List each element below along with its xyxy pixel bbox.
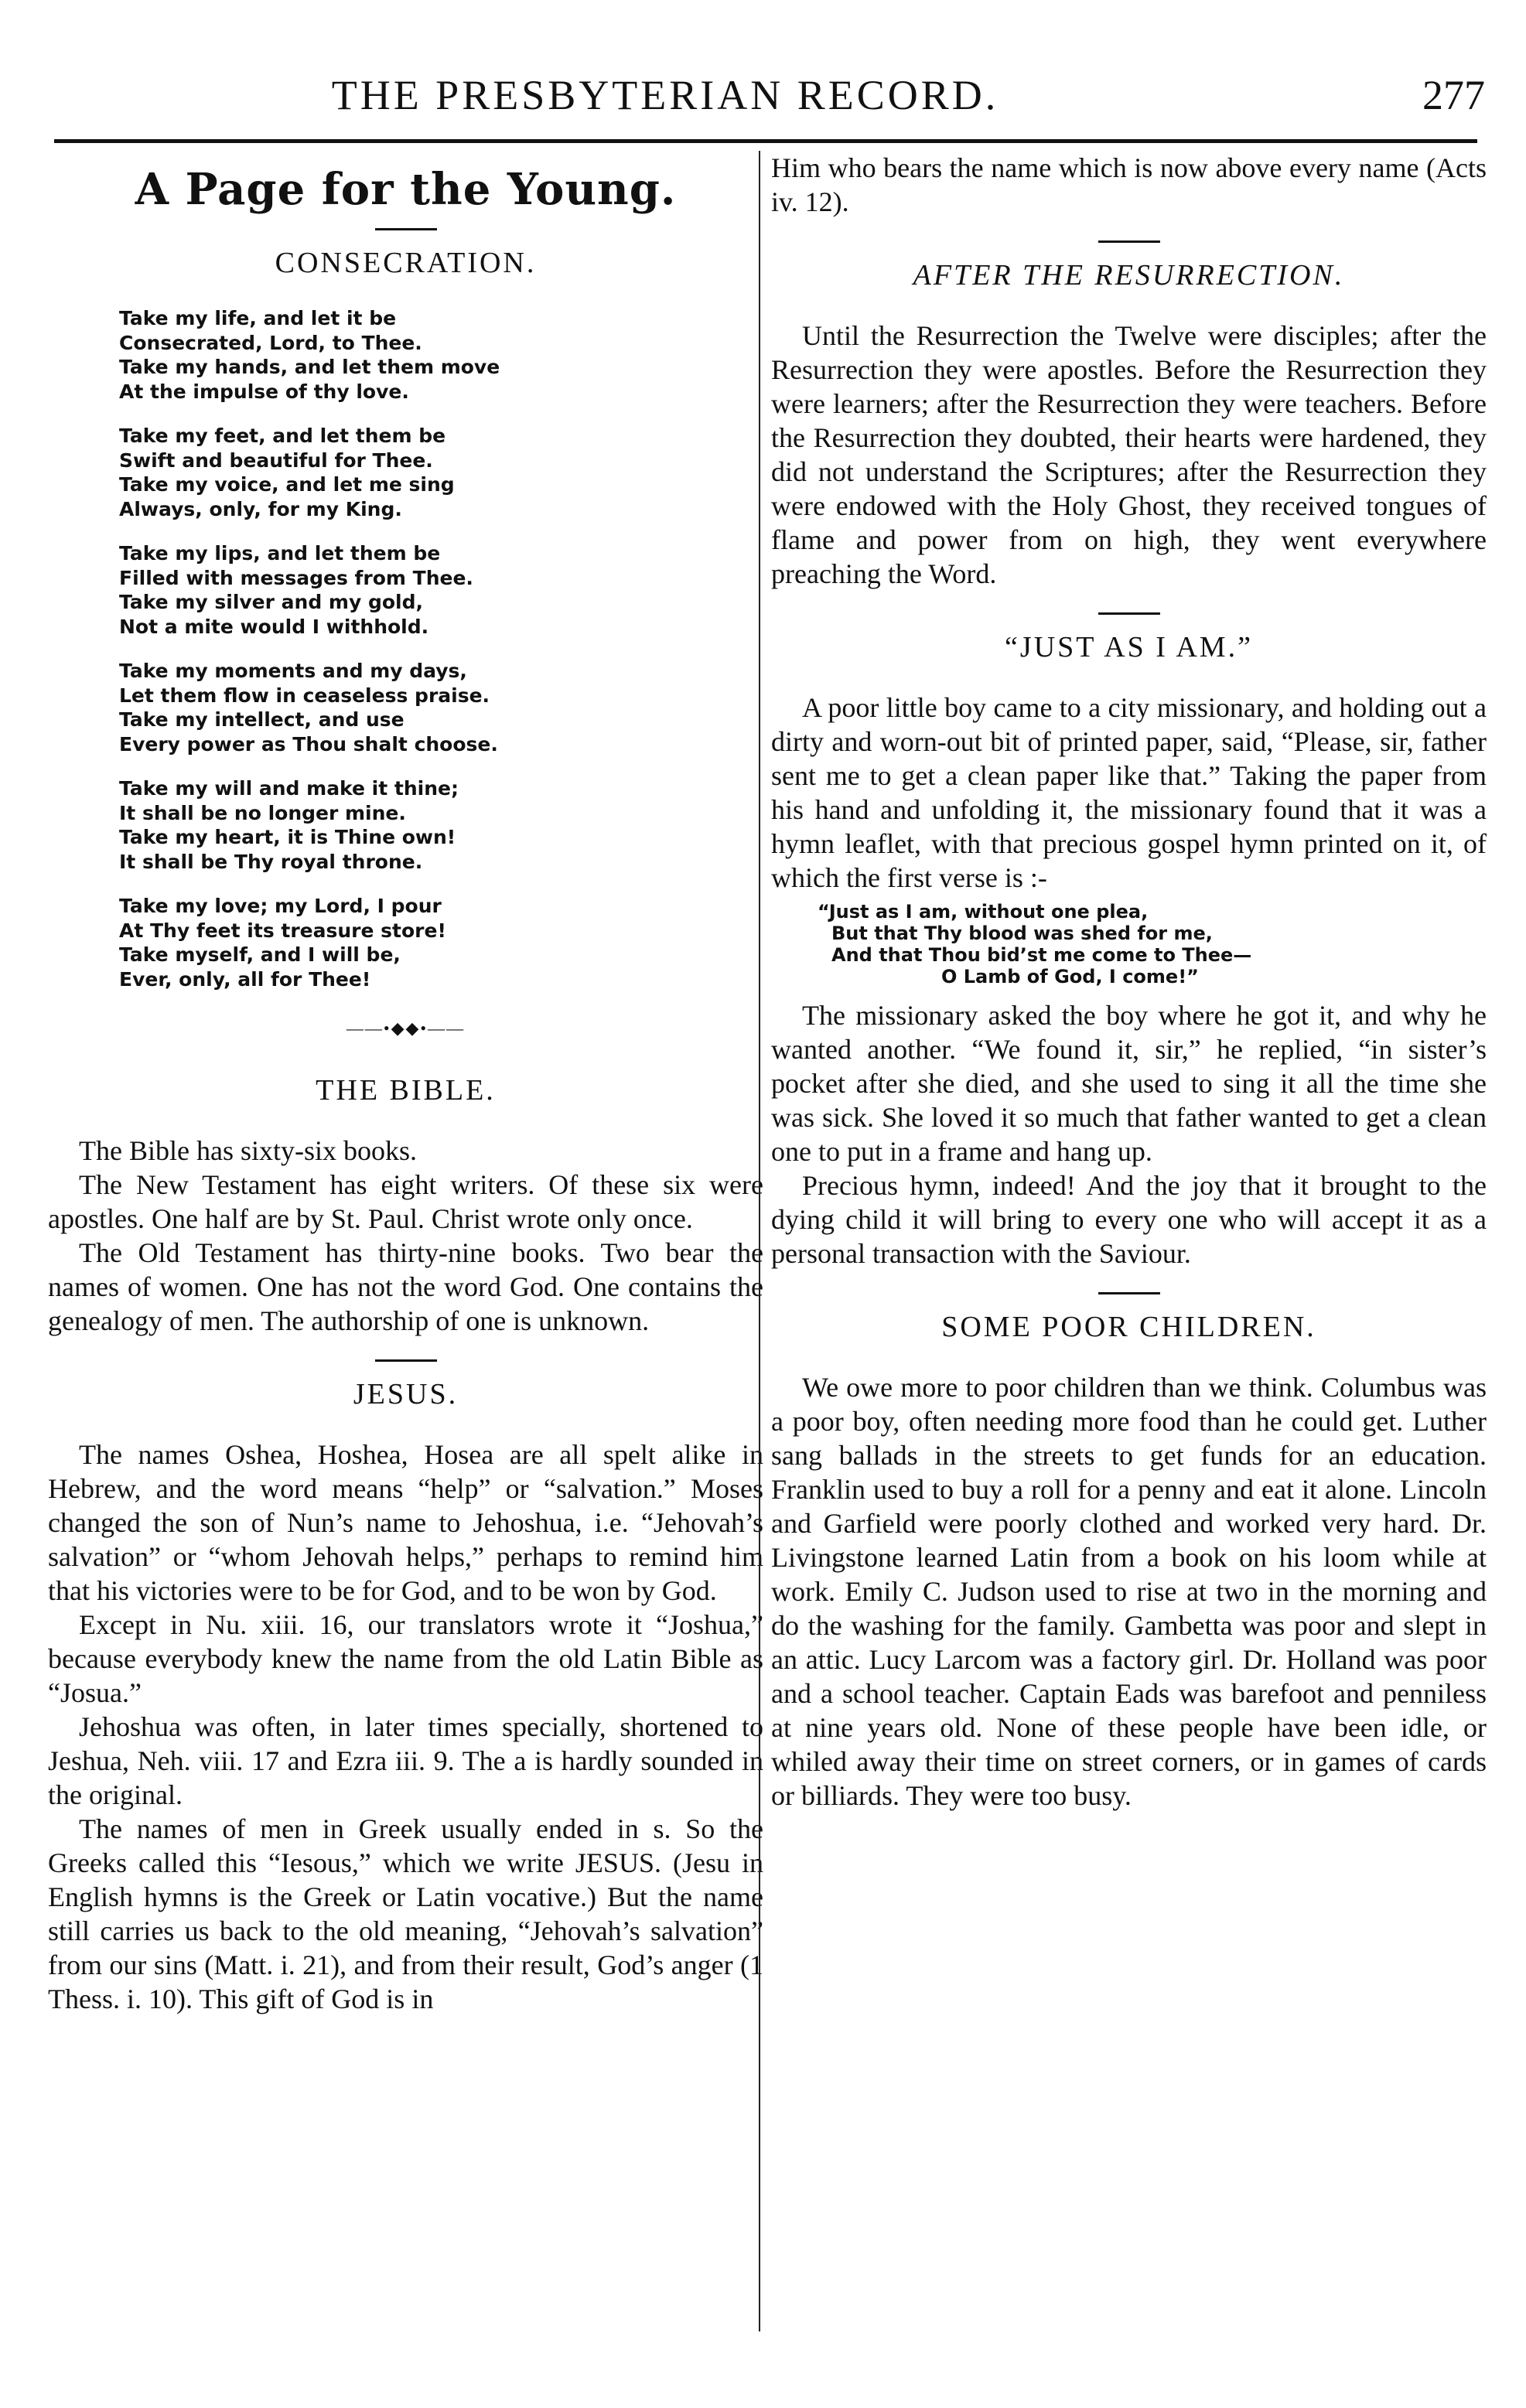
bible-paragraph: The Old Testament has thirty-nine books. Two bear the names of women. One has not the word God. One contains the genealogy of men. The authorship of one is unknown. <box>48 1237 763 1336</box>
poem-line: Take my silver and my gold, <box>119 591 424 613</box>
continued-text: Him who bears the name which is now above every name (Acts iv. 12). <box>771 152 1487 217</box>
jesus-paragraph: The names of men in Greek usually ended in s. So the Greeks called this “Iesous,” which we write JESUS. (Jesu in English hymns is the Greek or Latin vocative.) But the name still carries us back to the old meaning, “Jehovah’s salvation” from our sins (Matt. i. 21), and from their result, God’s anger (1 Thess. i. 10). This gift of God is in <box>48 1813 763 2014</box>
section-title: A Page for the Young. <box>135 164 677 215</box>
poem-line: Take my voice, and let me sing <box>119 473 455 496</box>
poem-line: Swift and beautiful for Thee. <box>119 449 433 472</box>
bible-paragraph: The New Testament has eight writers. Of these six were apostles. One half are by St. Paul. Christ wrote only once. <box>48 1169 763 1234</box>
consecration-poem <box>119 306 763 991</box>
divider-rule <box>375 228 437 230</box>
just-as-i-am-heading: “JUST AS I AM.” <box>1005 631 1253 663</box>
just-as-i-am-paragraph: A poor little boy came to a city missionary, and holding out a dirty and worn-out bit of printed paper, said, “Please, sir, father sent me to get a clean paper like that.” Taking the paper from his hand and unfolding it, the missionary found that it was a hymn leaflet, with that precious gospel hymn printed on it, of which the first verse is :- <box>771 692 1487 893</box>
poem-line: Take my love; my Lord, I pour <box>119 895 442 917</box>
divider-rule <box>1098 612 1160 615</box>
resurrection-heading: AFTER THE RESURRECTION. <box>913 259 1345 292</box>
poem-line: Take my will and make it thine; <box>119 777 459 800</box>
poem-stanza <box>119 894 763 991</box>
ornament-divider: ——•◆◆•—— <box>346 1018 466 1038</box>
divider-rule <box>1098 240 1160 243</box>
poem-stanza <box>119 659 763 756</box>
just-as-i-am-paragraph: Precious hymn, indeed! And the joy that it brought to the dying child it will bring to every one who will accept it as a personal transaction with the Saviour. <box>771 1170 1487 1269</box>
poem-line: Take my lips, and let them be <box>119 542 441 564</box>
consecration-heading: CONSECRATION. <box>275 247 537 279</box>
jesus-paragraph: Jehoshua was often, in later times specially, shortened to Jeshua, Neh. viii. 17 and Ezra iii. 9. The a is hardly sounded in the original. <box>48 1711 763 1810</box>
poem-stanza <box>119 776 763 874</box>
poem-line: Not a mite would I withhold. <box>119 615 429 638</box>
poem-line: Filled with messages from Thee. <box>119 566 473 589</box>
running-title: THE PRESBYTERIAN RECORD. <box>331 72 999 118</box>
page-number: 277 <box>1422 72 1485 118</box>
poem-line: Every power as Thou shalt choose. <box>119 732 498 755</box>
poem-line: Take my intellect, and use <box>119 708 405 731</box>
poem-line: Take myself, and I will be, <box>119 943 401 966</box>
hymn-line: “Just as I am, without one plea, <box>818 901 1149 923</box>
poor-children-heading: SOME POOR CHILDREN. <box>941 1311 1316 1343</box>
poem-stanza <box>119 541 763 639</box>
jesus-paragraph: The names Oshea, Hoshea, Hosea are all spelt alike in Hebrew, and the word means “help” or “salvation.” Moses changed the son of Nun’s name to Jehoshua, i.e. “Jehovah’s salvation” or “whom Jehovah helps,” perhaps to remind him that his victories were to be for God, and to be won by God. <box>48 1439 763 1606</box>
page-header <box>46 71 1485 125</box>
poem-stanza <box>119 306 763 404</box>
just-as-i-am-paragraph: The missionary asked the boy where he got it, and why he wanted another. “We found it, sir,” he replied, “in sister’s pocket after she died, and she used to sing it all the time she was sick. She loved it so much that father wanted to get a clean one to put in a frame and hang up. <box>771 1000 1487 1167</box>
header-rule <box>54 139 1477 143</box>
poem-stanza <box>119 424 763 521</box>
poem-line: It shall be no longer mine. <box>119 801 406 824</box>
hymn-verse <box>818 901 1487 987</box>
poor-children-paragraph: We owe more to poor children than we think. Columbus was a poor boy, often needing more food than he could get. Luther sang ballads in the streets to get funds for an education. Franklin used to buy a roll for a penny and eat it alone. Lincoln and Garfield were poorly clothed and worked very hard. Dr. Livingstone learned Latin from a book on his loom while at work. Emily C. Judson used to rise at two in the morning and do the washing for the family. Gambetta was poor and slept in an attic. Lucy Larcom was a factory girl. Dr. Holland was poor and a school teacher. Captain Eads was barefoot and penniless at nine years old. None of these people have been idle, or whiled away their time on street corners, or in games of cards or billiards. They were too busy. <box>771 1372 1487 1811</box>
bible-paragraph: The Bible has sixty-six books. <box>79 1135 417 1166</box>
poem-line: It shall be Thy royal throne. <box>119 850 423 873</box>
right-column <box>771 151 1487 1813</box>
poem-line: Ever, only, all for Thee! <box>119 967 371 991</box>
poem-line: Take my moments and my days, <box>119 660 467 682</box>
poem-line: Let them flow in ceaseless praise. <box>119 684 490 707</box>
poem-line: Take my hands, and let them move <box>119 356 500 378</box>
column-divider <box>759 151 760 2331</box>
divider-rule <box>1098 1292 1160 1294</box>
poem-line: Always, only, for my King. <box>119 497 402 520</box>
poem-line: Take my heart, it is Thine own! <box>119 826 456 848</box>
poem-line: At Thy feet its treasure store! <box>119 919 446 942</box>
poem-line: Take my life, and let it be <box>119 307 397 329</box>
poem-line: Consecrated, Lord, to Thee. <box>119 331 422 354</box>
jesus-paragraph: Except in Nu. xiii. 16, our translators wrote it “Joshua,” because everybody knew the name from the old Latin Bible as “Josua.” <box>48 1609 763 1708</box>
divider-rule <box>375 1359 437 1362</box>
jesus-heading: JESUS. <box>353 1378 459 1410</box>
resurrection-paragraph: Until the Resurrection the Twelve were disciples; after the Resurrection they were apostles. Before the Resurrection they were learners; after the Resurrection they were teachers. Before the Resurrection they doubted, their hearts were hardened, they did not understand the Scriptures; after the Resurrection they were endowed with the Holy Ghost, they received tongues of flame and power from on high, they went everywhere preaching the Word. <box>771 320 1487 589</box>
poem-line: Take my feet, and let them be <box>119 425 446 447</box>
left-column <box>48 151 763 2016</box>
hymn-line: But that Thy blood was shed for me, <box>831 923 1213 944</box>
hymn-line: O Lamb of God, I come!” <box>941 966 1199 987</box>
hymn-line: And that Thou bid’st me come to Thee— <box>831 944 1252 966</box>
bible-heading: THE BIBLE. <box>316 1074 496 1107</box>
poem-line: At the impulse of thy love. <box>119 380 409 403</box>
